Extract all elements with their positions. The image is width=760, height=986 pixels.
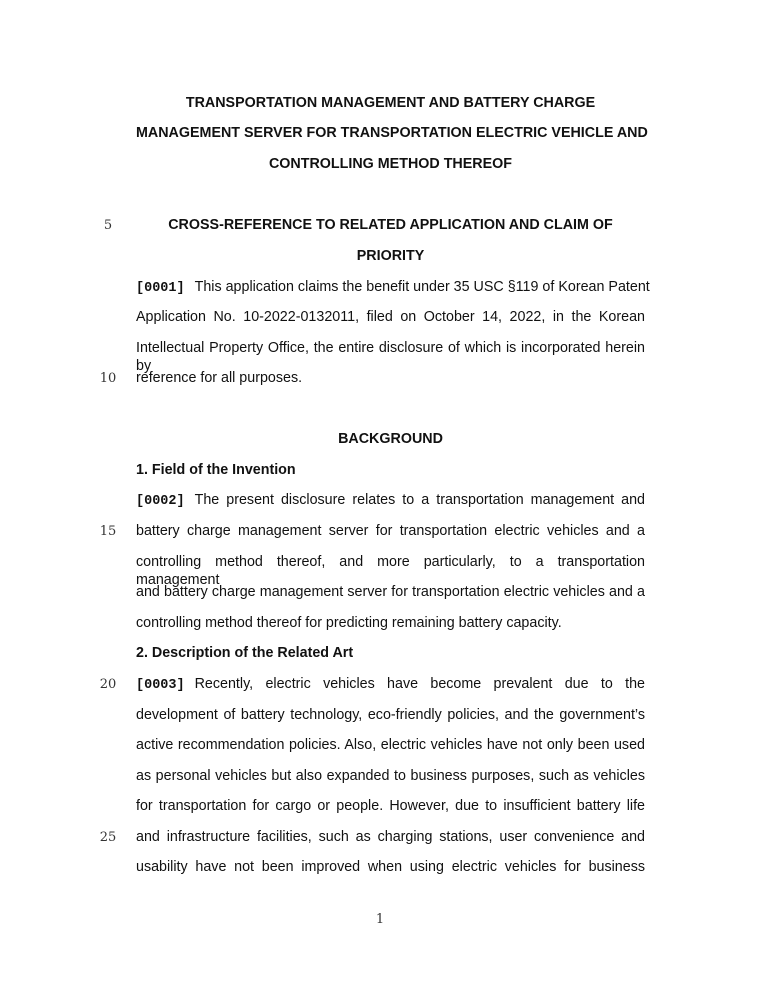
background-heading: BACKGROUND [338, 431, 443, 447]
paragraph-0001-line-1 [136, 278, 650, 298]
paragraph-0001-line-2: Application No. 10-2022-0132011, filed on October 14, 2022, in the Korean [136, 309, 645, 325]
page-number: 1 [375, 912, 385, 927]
paragraph-0002-line-5: controlling method thereof for predicting remaining battery capacity. [136, 615, 562, 631]
line-number-10: 10 [99, 371, 117, 386]
title-line-3: CONTROLLING METHOD THEREOF [268, 156, 513, 172]
paragraph-0003-line-3: active recommendation policies. Also, electric vehicles have not only been used [136, 737, 645, 753]
paragraph-0003-line-4: as personal vehicles but also expanded to business purposes, such as vehicles [136, 768, 645, 784]
paragraph-0003-line-7: usability have not been improved when using electric vehicles for business [136, 859, 645, 875]
line-number-20: 20 [99, 677, 117, 692]
paragraph-0002-line-1 [136, 491, 645, 511]
paragraph-0002-line-3: controlling method thereof, and more particularly, to a transportation management [136, 554, 645, 588]
paragraph-0003-line-6: and infrastructure facilities, such as charging stations, user convenience and [136, 829, 645, 845]
paragraph-number-0003: [0003] [136, 678, 185, 693]
paragraph-number-0002: [0002] [136, 494, 185, 509]
paragraph-0002-line-2: battery charge management server for transportation electric vehicles and a [136, 523, 645, 539]
paragraph-text: This application claims the benefit under 35 USC §119 of Korean Patent [194, 279, 650, 295]
title-line-2: MANAGEMENT SERVER FOR TRANSPORTATION ELECTRIC VEHICLE AND [136, 125, 648, 141]
related-art-heading: 2. Description of the Related Art [136, 645, 354, 661]
line-number-5: 5 [103, 218, 113, 233]
paragraph-number-0001: [0001] [136, 281, 185, 296]
paragraph-0001-line-3: Intellectual Property Office, the entire disclosure of which is incorporated herein by [136, 340, 645, 374]
cross-ref-heading-2: PRIORITY [356, 248, 425, 264]
paragraph-0003-line-2: development of battery technology, eco-friendly policies, and the government’s [136, 707, 645, 723]
paragraph-text: Recently, electric vehicles have become prevalent due to the [194, 676, 645, 692]
field-heading: 1. Field of the Invention [136, 462, 296, 478]
line-number-25: 25 [99, 830, 117, 845]
paragraph-0001-line-4: reference for all purposes. [136, 370, 303, 386]
paragraph-0003-line-1 [136, 675, 645, 695]
cross-ref-heading-1: CROSS-REFERENCE TO RELATED APPLICATION AND CLAIM OF [168, 217, 613, 233]
paragraph-0002-line-4: and battery charge management server for transportation electric vehicles and a [136, 584, 645, 600]
line-number-15: 15 [99, 524, 117, 539]
paragraph-0003-line-5: for transportation for cargo or people. However, due to insufficient battery life [136, 798, 645, 814]
title-line-1: TRANSPORTATION MANAGEMENT AND BATTERY CHARGE [185, 95, 596, 111]
paragraph-text: The present disclosure relates to a transportation management and [194, 492, 645, 508]
